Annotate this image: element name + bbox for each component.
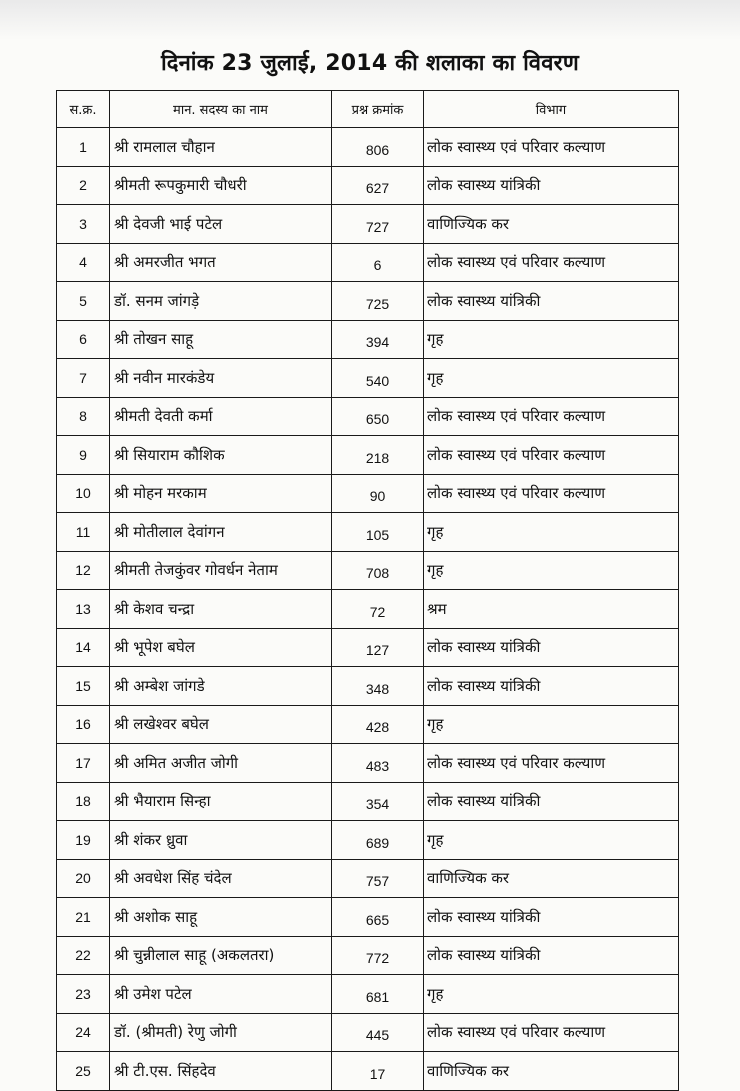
department-cell: श्रम xyxy=(424,590,679,629)
serial-number-cell: 20 xyxy=(57,859,110,898)
department-cell: लोक स्वास्थ्य एवं परिवार कल्याण xyxy=(424,243,679,282)
member-name-cell: श्रीमती देवती कर्मा xyxy=(110,397,332,436)
serial-number-cell: 9 xyxy=(57,436,110,475)
table-row xyxy=(57,474,679,513)
questions-table xyxy=(56,90,679,1091)
serial-number-cell: 18 xyxy=(57,782,110,821)
member-name-cell: डॉ. सनम जांगड़े xyxy=(110,282,332,321)
department-cell: लोक स्वास्थ्य एवं परिवार कल्याण xyxy=(424,744,679,783)
department-cell: लोक स्वास्थ्य यांत्रिकी xyxy=(424,166,679,205)
serial-number-cell: 12 xyxy=(57,551,110,590)
department-cell: गृह xyxy=(424,821,679,860)
member-name-cell: श्री तोखन साहू xyxy=(110,320,332,359)
serial-number-cell: 1 xyxy=(57,128,110,167)
question-number-cell: 428 xyxy=(332,705,424,744)
department-cell: गृह xyxy=(424,705,679,744)
member-name-cell: श्रीमती तेजकुंवर गोवर्धन नेताम xyxy=(110,551,332,590)
member-name-cell: श्री उमेश पटेल xyxy=(110,975,332,1014)
department-cell: लोक स्वास्थ्य एवं परिवार कल्याण xyxy=(424,474,679,513)
question-number-cell: 127 xyxy=(332,628,424,667)
question-number-cell: 394 xyxy=(332,320,424,359)
serial-number-cell: 11 xyxy=(57,513,110,552)
table-row xyxy=(57,320,679,359)
question-number-cell: 665 xyxy=(332,898,424,937)
header-question-number: प्रश्न क्रमांक xyxy=(332,91,424,128)
member-name-cell: श्री लखेश्वर बघेल xyxy=(110,705,332,744)
table-row xyxy=(57,551,679,590)
department-cell: वाणिज्यिक कर xyxy=(424,859,679,898)
question-number-cell: 708 xyxy=(332,551,424,590)
table-row xyxy=(57,936,679,975)
table-row xyxy=(57,628,679,667)
department-cell: गृह xyxy=(424,320,679,359)
page-title: दिनांक 23 जुलाई, 2014 की शलाका का विवरण xyxy=(161,51,579,76)
serial-number-cell: 21 xyxy=(57,898,110,937)
question-number-cell: 540 xyxy=(332,359,424,398)
member-name-cell: श्री शंकर ध्रुवा xyxy=(110,821,332,860)
table-row xyxy=(57,705,679,744)
scan-shadow xyxy=(0,0,740,40)
member-name-cell: श्री मोहन मरकाम xyxy=(110,474,332,513)
question-number-cell: 806 xyxy=(332,128,424,167)
serial-number-cell: 23 xyxy=(57,975,110,1014)
department-cell: लोक स्वास्थ्य यांत्रिकी xyxy=(424,667,679,706)
department-cell: लोक स्वास्थ्य यांत्रिकी xyxy=(424,628,679,667)
member-name-cell: श्री भैयाराम सिन्हा xyxy=(110,782,332,821)
department-cell: लोक स्वास्थ्य यांत्रिकी xyxy=(424,898,679,937)
question-number-cell: 72 xyxy=(332,590,424,629)
department-cell: लोक स्वास्थ्य यांत्रिकी xyxy=(424,282,679,321)
department-cell: वाणिज्यिक कर xyxy=(424,1052,679,1091)
table-row xyxy=(57,1013,679,1052)
question-number-cell: 218 xyxy=(332,436,424,475)
department-cell: गृह xyxy=(424,513,679,552)
table-row xyxy=(57,821,679,860)
member-name-cell: श्री अवधेश सिंह चंदेल xyxy=(110,859,332,898)
question-number-cell: 689 xyxy=(332,821,424,860)
serial-number-cell: 19 xyxy=(57,821,110,860)
table-row xyxy=(57,166,679,205)
serial-number-cell: 15 xyxy=(57,667,110,706)
member-name-cell: श्रीमती रूपकुमारी चौधरी xyxy=(110,166,332,205)
question-number-cell: 483 xyxy=(332,744,424,783)
department-cell: गृह xyxy=(424,975,679,1014)
department-cell: लोक स्वास्थ्य एवं परिवार कल्याण xyxy=(424,128,679,167)
question-number-cell: 627 xyxy=(332,166,424,205)
question-number-cell: 772 xyxy=(332,936,424,975)
member-name-cell: श्री टी.एस. सिंहदेव xyxy=(110,1052,332,1091)
header-serial-number: स.क्र. xyxy=(57,91,110,128)
question-number-cell: 90 xyxy=(332,474,424,513)
table-row xyxy=(57,782,679,821)
table-row xyxy=(57,359,679,398)
table-row xyxy=(57,1052,679,1091)
department-cell: लोक स्वास्थ्य एवं परिवार कल्याण xyxy=(424,1013,679,1052)
serial-number-cell: 4 xyxy=(57,243,110,282)
table-header-row xyxy=(57,91,679,128)
question-number-cell: 650 xyxy=(332,397,424,436)
table-row xyxy=(57,975,679,1014)
serial-number-cell: 22 xyxy=(57,936,110,975)
table-row xyxy=(57,436,679,475)
department-cell: लोक स्वास्थ्य एवं परिवार कल्याण xyxy=(424,436,679,475)
header-department: विभाग xyxy=(424,91,679,128)
serial-number-cell: 8 xyxy=(57,397,110,436)
member-name-cell: श्री सियाराम कौशिक xyxy=(110,436,332,475)
question-number-cell: 354 xyxy=(332,782,424,821)
department-cell: गृह xyxy=(424,551,679,590)
question-number-cell: 348 xyxy=(332,667,424,706)
member-name-cell: श्री केशव चन्द्रा xyxy=(110,590,332,629)
table-row xyxy=(57,898,679,937)
serial-number-cell: 3 xyxy=(57,205,110,244)
department-cell: वाणिज्यिक कर xyxy=(424,205,679,244)
member-name-cell: श्री भूपेश बघेल xyxy=(110,628,332,667)
serial-number-cell: 16 xyxy=(57,705,110,744)
department-cell: लोक स्वास्थ्य यांत्रिकी xyxy=(424,782,679,821)
table-row xyxy=(57,397,679,436)
member-name-cell: श्री देवजी भाई पटेल xyxy=(110,205,332,244)
table-row xyxy=(57,243,679,282)
serial-number-cell: 24 xyxy=(57,1013,110,1052)
member-name-cell: श्री अमरजीत भगत xyxy=(110,243,332,282)
serial-number-cell: 17 xyxy=(57,744,110,783)
table-row xyxy=(57,282,679,321)
table-body xyxy=(57,128,679,1091)
member-name-cell: डॉ. (श्रीमती) रेणु जोगी xyxy=(110,1013,332,1052)
question-number-cell: 445 xyxy=(332,1013,424,1052)
question-number-cell: 17 xyxy=(332,1052,424,1091)
serial-number-cell: 2 xyxy=(57,166,110,205)
department-cell: गृह xyxy=(424,359,679,398)
serial-number-cell: 25 xyxy=(57,1052,110,1091)
serial-number-cell: 10 xyxy=(57,474,110,513)
table-row xyxy=(57,590,679,629)
question-number-cell: 725 xyxy=(332,282,424,321)
question-number-cell: 681 xyxy=(332,975,424,1014)
department-cell: लोक स्वास्थ्य यांत्रिकी xyxy=(424,936,679,975)
table-row xyxy=(57,513,679,552)
serial-number-cell: 14 xyxy=(57,628,110,667)
header-member-name: मान. सदस्य का नाम xyxy=(110,91,332,128)
member-name-cell: श्री रामलाल चौहान xyxy=(110,128,332,167)
question-number-cell: 6 xyxy=(332,243,424,282)
table-row xyxy=(57,205,679,244)
member-name-cell: श्री अमित अजीत जोगी xyxy=(110,744,332,783)
member-name-cell: श्री नवीन मारकंडेय xyxy=(110,359,332,398)
member-name-cell: श्री अशोक साहू xyxy=(110,898,332,937)
question-number-cell: 105 xyxy=(332,513,424,552)
serial-number-cell: 5 xyxy=(57,282,110,321)
member-name-cell: श्री अम्बेश जांगडे xyxy=(110,667,332,706)
question-number-cell: 727 xyxy=(332,205,424,244)
serial-number-cell: 7 xyxy=(57,359,110,398)
member-name-cell: श्री चुन्नीलाल साहू (अकलतरा) xyxy=(110,936,332,975)
question-number-cell: 757 xyxy=(332,859,424,898)
table-row xyxy=(57,128,679,167)
serial-number-cell: 13 xyxy=(57,590,110,629)
serial-number-cell: 6 xyxy=(57,320,110,359)
table-row xyxy=(57,667,679,706)
table-row xyxy=(57,744,679,783)
department-cell: लोक स्वास्थ्य एवं परिवार कल्याण xyxy=(424,397,679,436)
member-name-cell: श्री मोतीलाल देवांगन xyxy=(110,513,332,552)
table-row xyxy=(57,859,679,898)
